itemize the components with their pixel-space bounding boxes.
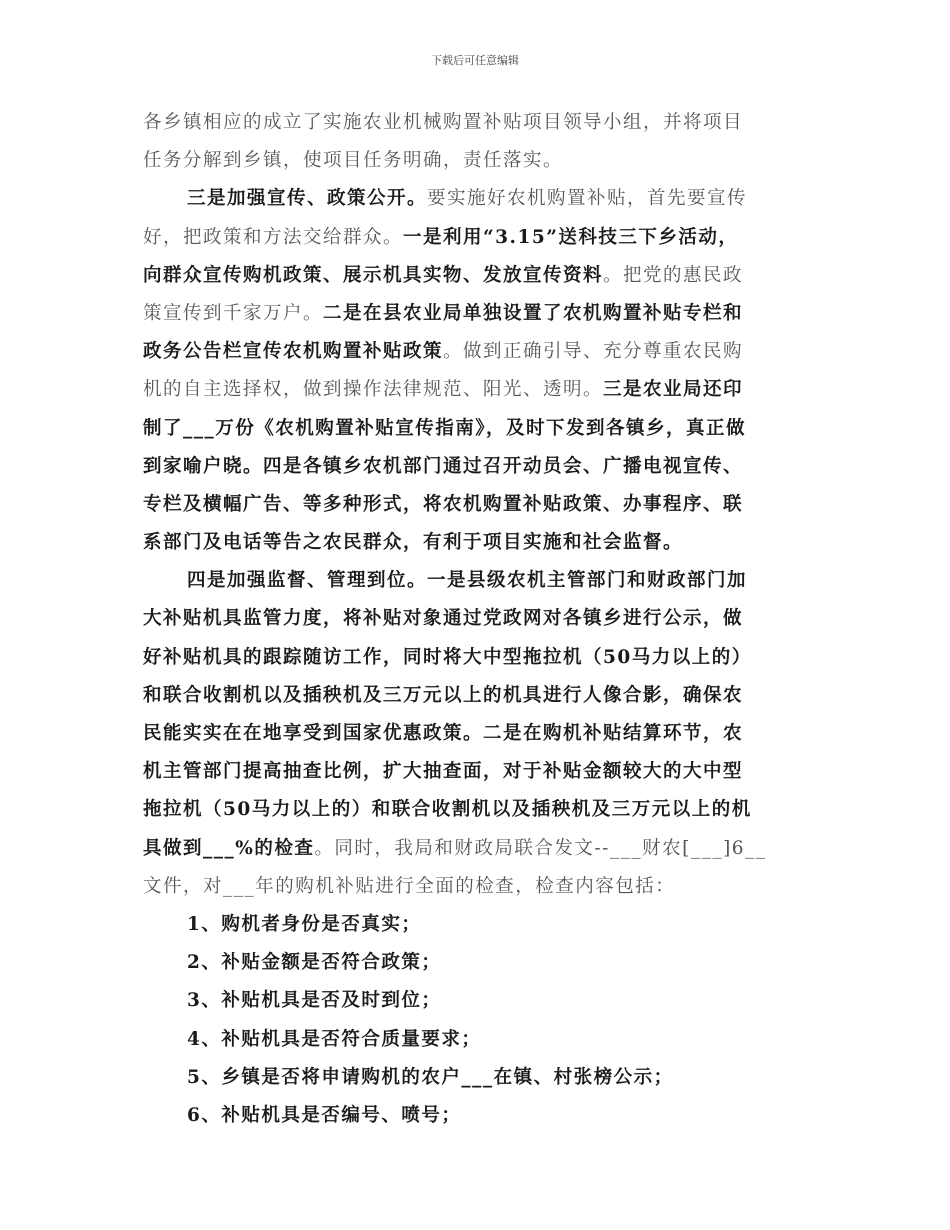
text-segment: 要实施好农机购置补贴，首先要宣传: [427, 188, 748, 210]
bold-text-segment: 民能实实在在地享受到国家优惠政策。二是在购机补贴结算环节，农: [143, 723, 744, 744]
text-segment: 文件，对___年的购机补贴进行全面的检查，检查内容包括：: [143, 875, 676, 897]
text-line: [143, 791, 811, 829]
text-line: [143, 1059, 811, 1097]
text-line: [143, 142, 811, 180]
bold-text-segment: 6、补贴机具是否编号、喷号；: [187, 1104, 462, 1126]
text-line: [143, 219, 811, 257]
text-line: [143, 715, 811, 753]
text-line: [143, 104, 811, 142]
text-segment: 任务分解到乡镇，使项目任务明确，责任落实。: [143, 150, 564, 172]
bold-text-segment: 政务公告栏宣传农机购置补贴政策: [143, 341, 444, 363]
text-line: [143, 600, 811, 638]
bold-text-segment: 一是县级农机主管部门和财政部门加: [427, 570, 748, 592]
text-segment: 机的自主选择权，做到操作法律规范、阳光、透明。: [143, 379, 604, 401]
text-line: [143, 333, 811, 371]
bold-text-segment: 系部门及电话等告之农民群众，有利于项目实施和社会监督。: [143, 532, 684, 554]
bold-text-segment: 5、乡镇是否将申请购机的农户___在镇、村张榜公示；: [187, 1066, 674, 1088]
text-segment: 。把党的惠民政: [603, 264, 744, 286]
text-line: [143, 371, 811, 409]
bold-text-segment: 大补贴机具监管力度，将补贴对象通过党政网对各镇乡进行公示，做: [143, 608, 744, 630]
text-line: [143, 524, 811, 562]
bold-text-segment: 四是加强监督、管理到位。: [187, 570, 428, 592]
bold-text-segment: 2、补贴金额是否符合政策；: [187, 952, 442, 974]
text-line: [143, 906, 811, 944]
bold-text-segment: 向群众宣传购机政策、展示机具实物、发放宣传资料: [143, 264, 604, 286]
text-line: [143, 1021, 811, 1059]
bold-text-segment: 具做到___%的检查: [143, 837, 315, 859]
text-line: [143, 982, 811, 1020]
text-line: [143, 944, 811, 982]
text-line: [143, 753, 811, 791]
text-line: [143, 639, 811, 677]
text-segment: 策宣传到千家万户。: [143, 302, 324, 324]
bold-text-segment: 二是在县农业局单独设置了农机购置补贴专栏和: [323, 302, 744, 324]
text-line: [143, 180, 811, 218]
text-segment: 各乡镇相应的成立了实施农业机械购置补贴项目领导小组，并将项目: [143, 112, 744, 133]
bold-text-segment: 1、购机者身份是否真实；: [187, 913, 422, 935]
page-header: 下载后可任意编辑: [431, 54, 519, 67]
text-line: [143, 1097, 811, 1135]
text-line: [143, 448, 811, 486]
bold-text-segment: 制了___万份《农机购置补贴宣传指南》，及时下发到各镇乡，真正做: [143, 417, 747, 439]
bold-text-segment: 4、补贴机具是否符合质量要求；: [187, 1028, 482, 1050]
text-line: [143, 486, 811, 524]
bold-text-segment: 一是利用“3.15”送科技三下乡活动，: [403, 226, 739, 248]
bold-text-segment: 好补贴机具的跟踪随访工作，同时将大中型拖拉机（50马力以上的）: [143, 646, 752, 668]
text-line: [143, 562, 811, 600]
bold-text-segment: 拖拉机（50马力以上的）和联合收割机以及插秧机及三万元以上的机: [143, 799, 752, 821]
text-segment: 好，把政策和方法交给群众。: [143, 226, 404, 248]
text-segment: 。同时，我局和财政局联合发文--___财农[___]6__: [314, 837, 767, 859]
text-line: [143, 677, 811, 715]
text-line: [143, 257, 811, 295]
bold-text-segment: 三是加强宣传、政策公开。: [187, 188, 428, 210]
bold-text-segment: 专栏及横幅广告、等多种形式，将农机购置补贴政策、办事程序、联: [143, 493, 744, 515]
document-body: [143, 104, 811, 1135]
text-line: [143, 410, 811, 448]
text-line: [143, 830, 811, 868]
bold-text-segment: 3、补贴机具是否及时到位；: [187, 990, 442, 1012]
bold-text-segment: 和联合收割机以及插秧机及三万元以上的机具进行人像合影，确保农: [143, 684, 744, 706]
text-segment: 。做到正确引导、充分尊重农民购: [443, 341, 744, 363]
text-line: [143, 295, 811, 333]
bold-text-segment: 机主管部门提高抽查比例，扩大抽查面，对于补贴金额较大的大中型: [143, 761, 744, 783]
text-line: [143, 868, 811, 906]
bold-text-segment: 三是农业局还印: [603, 379, 744, 401]
bold-text-segment: 到家喻户晓。四是各镇乡农机部门通过召开动员会、广播电视宣传、: [143, 455, 744, 477]
